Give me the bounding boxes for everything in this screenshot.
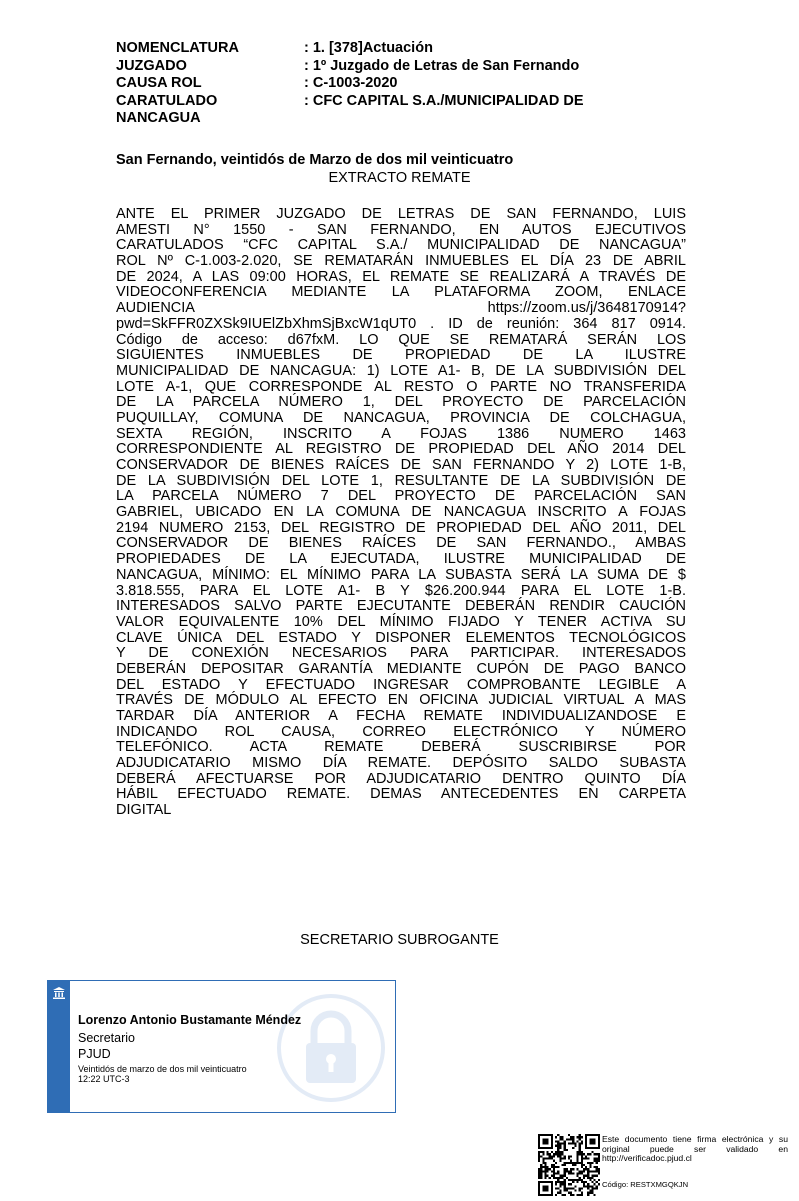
meta-value: : 1. [378]Actuación (304, 40, 433, 56)
body-line: DEBERÁ AFECTUARSE POR ADJUDICATARIO DENTRO QUINTO DÍA (116, 770, 686, 787)
body-line: 3.818.555, PARA EL LOTE A1- B Y $26.200.944 PARA EL LOTE 1-B. (116, 582, 686, 599)
body-line: CONSERVADOR DE BIENES RAÍCES DE SAN FERNANDO Y 2) LOTE 1-B, (116, 457, 686, 473)
closing-title: SECRETARIO SUBROGANTE (300, 932, 499, 948)
body-line: DEBERÁN DEPOSITAR GARANTÍA MEDIANTE CUPÓN DE PAGO BANCO (116, 660, 686, 677)
lock-icon (276, 993, 386, 1103)
signature-timestamp (78, 1064, 247, 1084)
body-line: ADJUDICATARIO MISMO DÍA REMATE. DEPÓSITO SALDO SUBASTA (116, 755, 686, 772)
body-line: DIGITAL (116, 802, 172, 819)
signature-date: Veintidós de marzo de dos mil veinticuatro (78, 1064, 247, 1074)
meta-row-caratulado (116, 93, 584, 111)
electronic-signature-box (47, 980, 396, 1113)
qr-code-icon (538, 1134, 600, 1196)
body-line: Y DE CONEXIÓN NECESARIOS PARA PARTICIPAR. INTERESADOS (116, 645, 686, 662)
body-line: ANTE EL PRIMER JUZGADO DE LETRAS DE SAN FERNANDO, LUIS (116, 206, 686, 222)
meta-row-juzgado (116, 58, 584, 76)
body-line: DE 2024, A LAS 09:00 HORAS, EL REMATE SE REALIZARÁ A TRAVÉS DE (116, 268, 686, 285)
body-line: AMESTI N° 1550 - SAN FERNANDO, EN AUTOS EJECUTIVOS (116, 221, 686, 238)
document-date: San Fernando, veintidós de Marzo de dos mil veinticuatro (116, 152, 514, 168)
document-title: EXTRACTO REMATE (328, 170, 471, 186)
body-line: INTERESADOS SALVO PARTE EJECUTANTE DEBERÁN RENDIR CAUCIÓN (116, 598, 686, 615)
body-line: CONSERVADOR DE BIENES RAÍCES DE SAN FERNANDO., AMBAS (116, 535, 686, 552)
body-line: MUNICIPALIDAD DE NANCAGUA: 1) LOTE A1- B, DE LA SUBDIVISIÓN DEL (116, 362, 686, 379)
body-line: CARATULADOS “CFC CAPITAL S.A./ MUNICIPALIDAD DE NANCAGUA” (116, 237, 686, 254)
body-line: TELEFÓNICO. ACTA REMATE DEBERÁ SUSCRIBIRSE POR (116, 739, 686, 756)
body-line: HÁBIL EFECTUADO REMATE. DEMAS ANTECEDENTES EN CARPETA (116, 786, 686, 803)
body-line: LA PARCELA NÚMERO 7 DEL PROYECTO DE PARCELACIÓN SAN (116, 488, 686, 505)
body-line: PROPIEDADES DE LA EJECUTADA, ILUSTRE MUNICIPALIDAD DE (116, 551, 686, 568)
meta-value: : C-1003-2020 (304, 75, 398, 91)
body-line: VIDEOCONFERENCIA MEDIANTE LA PLATAFORMA ZOOM, ENLACE (116, 284, 686, 301)
signer-organization: PJUD (78, 1047, 111, 1061)
signature-accent-bar (48, 981, 70, 1112)
signature-time: 12:22 UTC-3 (78, 1074, 130, 1084)
body-line: TARDAR DÍA ANTERIOR A FECHA REMATE INDIVIDUALIZANDOSE E (116, 708, 686, 724)
verification-note: Este documento tiene firma electrónica y su original puede ser validado en http://verificadoc.pjud.cl (602, 1134, 788, 1164)
meta-label: NOMENCLATURA (116, 40, 239, 56)
body-line: SEXTA REGIÓN, INSCRITO A FOJAS 1386 NUMERO 1463 (116, 425, 686, 442)
meta-row-causa-rol (116, 75, 584, 93)
body-line: DEL ESTADO Y EFECTUADO INGRESAR COMPROBANTE LEGIBLE A (116, 676, 686, 693)
verification-code: Código: RESTXMGQKJN (602, 1180, 689, 1189)
body-line: PUQUILLAY, COMUNA DE NANCAGUA, PROVINCIA DE COLCHAGUA, (116, 409, 686, 426)
body-line: INDICANDO ROL CAUSA, CORREO ELECTRÓNICO Y NÚMERO (116, 723, 686, 740)
body-line: TRAVÉS DE MÓDULO AL EFECTO EN OFICINA JUDICIAL VIRTUAL A MAS (116, 692, 686, 709)
body-line: CLAVE ÚNICA DEL ESTADO Y DISPONER ELEMENTOS TECNOLÓGICOS (116, 629, 686, 646)
body-line: AUDIENCIA https://zoom.us/j/3648170914? (116, 300, 686, 317)
signer-role: Secretario (78, 1031, 135, 1045)
body-line: pwd=SkFFR0ZXSk9IUElZbXhmSjBxcW1qUT0 . ID de reunión: 364 817 0914. (116, 315, 686, 332)
body-line: 2194 NUMERO 2153, DEL REGISTRO DE PROPIEDAD DEL AÑO 2011, DEL (116, 519, 686, 536)
document-body (116, 207, 686, 819)
body-line: DE LA PARCELA NÚMERO 1, DEL PROYECTO DE PARCELACIÓN (116, 394, 686, 411)
meta-continuation: NANCAGUA (116, 110, 201, 126)
body-line: NANCAGUA, MÍNIMO: EL MÍNIMO PARA LA SUBASTA SERÁ LA SUMA DE $ (116, 566, 686, 583)
meta-row-nomenclatura (116, 40, 584, 58)
signer-name: Lorenzo Antonio Bustamante Méndez (78, 1013, 302, 1027)
meta-value: : CFC CAPITAL S.A./MUNICIPALIDAD DE (304, 92, 584, 109)
body-line: Código de acceso: d67fxM. LO QUE SE REMATARÁ SERÁN LOS (116, 331, 686, 348)
meta-label: CAUSA ROL (116, 75, 202, 91)
body-line: CORRESPONDIENTE AL REGISTRO DE PROPIEDAD DEL AÑO 2014 DEL (116, 441, 686, 458)
body-line: DE LA SUBDIVISIÓN DEL LOTE 1, RESULTANTE DE LA SUBDIVISIÓN DE (116, 472, 686, 489)
body-line: ROL Nº C-1.003-2.020, SE REMATARÁN INMUEBLES EL DÍA 23 DE ABRIL (116, 253, 686, 270)
body-line: SIGUIENTES INMUEBLES DE PROPIEDAD DE LA ILUSTRE (116, 347, 686, 364)
courthouse-icon (52, 986, 66, 1000)
body-line: LOTE A-1, QUE CORRESPONDE AL RESTO O PARTE NO TRANSFERIDA (116, 378, 686, 395)
meta-value: : 1º Juzgado de Letras de San Fernando (304, 57, 580, 74)
meta-label: JUZGADO (116, 57, 187, 74)
body-line: GABRIEL, UBICADO EN LA COMUNA DE NANCAGUA INSCRITO A FOJAS (116, 504, 686, 521)
meta-label: CARATULADO (116, 92, 218, 109)
body-line: VALOR EQUIVALENTE 10% DEL MÍNIMO FIJADO Y TENER ACTIVA SU (116, 613, 686, 630)
case-metadata (116, 40, 584, 128)
